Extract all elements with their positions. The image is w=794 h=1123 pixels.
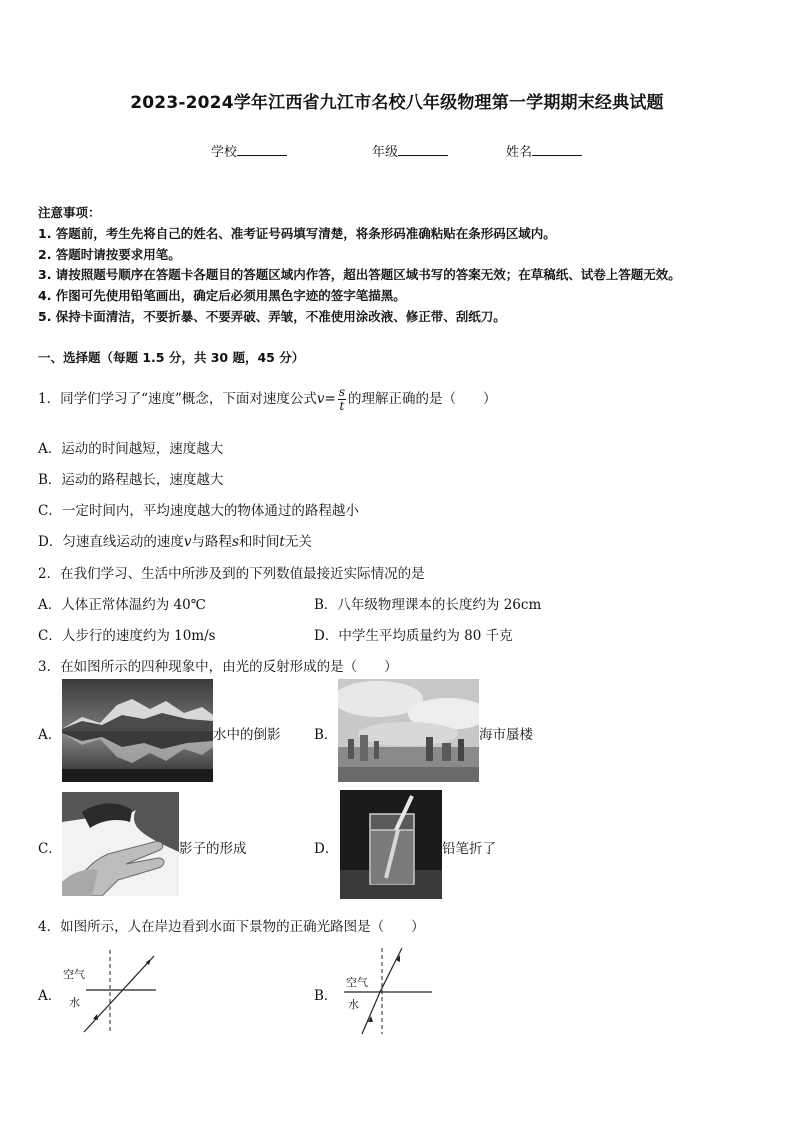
name-field — [506, 141, 582, 160]
q1-d-text: 无关 — [284, 534, 312, 550]
question-1-stem — [38, 386, 497, 413]
grade-label: 年级 — [372, 145, 399, 160]
q1-d-text: 与路程 — [191, 534, 232, 550]
q1-d-text: D．匀速直线运动的速度 — [38, 534, 184, 550]
q1-formula-fraction — [338, 386, 346, 413]
mountain-reflection-photo — [62, 679, 213, 782]
q1-d-var-s: s — [231, 534, 239, 550]
light-path-diagram-b — [340, 944, 436, 1036]
q3-option-b-letter: B． — [314, 727, 338, 743]
q3-option-a-caption: 水中的倒影 — [213, 727, 281, 743]
question-4-stem: 4．如图所示，人在岸边看到水面下景物的正确光路图是（ ） — [38, 919, 425, 935]
hand-shadow-photo — [62, 792, 179, 896]
question-2-stem: 2．在我们学习、生活中所涉及到的下列数值最接近实际情况的是 — [38, 566, 425, 582]
q1-option-a: A．运动的时间越短，速度越大 — [38, 441, 224, 457]
light-path-diagram-a — [58, 946, 158, 1036]
q1-option-c: C．一定时间内，平均速度越大的物体通过的路程越小 — [38, 503, 359, 519]
note-item: 5. 保持卡面清洁，不要折暴、不要弄破、弄皱，不准使用涂改液、修正带、刮纸刀。 — [38, 309, 506, 324]
q1-d-var-v: v — [183, 534, 192, 550]
q1-d-var-t: t — [279, 534, 285, 550]
q2-option-d: D．中学生平均质量约为 80 千克 — [314, 628, 513, 644]
q1-option-b: B．运动的路程越长，速度越大 — [38, 472, 224, 488]
q3-option-d-letter: D． — [314, 841, 339, 857]
water-label: 水 — [69, 996, 80, 1009]
school-label: 学校 — [211, 145, 238, 160]
water-label: 水 — [348, 998, 359, 1011]
q4-option-b-letter: B． — [314, 988, 338, 1004]
air-label: 空气 — [346, 976, 368, 989]
q1-stem-before: 1．同学们学习了“速度”概念，下面对速度公式 — [38, 391, 317, 407]
question-3-stem: 3．在如图所示的四种现象中，由光的反射形成的是（ ） — [38, 659, 398, 675]
q2-option-c: C．人步行的速度约为 10m/s — [38, 628, 216, 644]
q1-option-d — [38, 530, 312, 550]
q3-option-c-caption: 影子的形成 — [179, 841, 247, 857]
q3-option-d-caption: 铅笔折了 — [442, 841, 496, 857]
q4-option-a-letter: A． — [38, 988, 62, 1004]
q3-option-a-letter: A． — [38, 727, 62, 743]
page-title: 2023-2024学年江西省九江市名校八年级物理第一学期期末经典试题 — [130, 93, 664, 113]
q3-option-c-letter: C． — [38, 841, 62, 857]
grade-field — [372, 141, 448, 160]
q2-option-a: A．人体正常体温约为 40℃ — [38, 597, 206, 613]
mirage-photo — [338, 679, 479, 782]
q1-stem-after: 的理解正确的是（ ） — [348, 391, 497, 407]
q1-formula-lhs: v= — [316, 391, 336, 407]
note-item: 1. 答题前，考生先将自己的姓名、准考证号码填写清楚，将条形码准确粘贴在条形码区域内。 — [38, 226, 556, 241]
bent-pencil-photo — [340, 790, 442, 899]
q2-option-b: B．八年级物理课本的长度约为 26cm — [314, 597, 542, 613]
name-label: 姓名 — [506, 145, 533, 160]
note-item: 2. 答题时请按要求用笔。 — [38, 247, 181, 262]
name-blank — [532, 143, 582, 156]
air-label: 空气 — [63, 968, 85, 981]
q1-d-text: 和时间 — [238, 534, 280, 550]
school-blank — [237, 143, 287, 156]
note-item: 3. 请按照题号顺序在答题卡各题目的答题区域内作答，超出答题区域书写的答案无效；在草稿纸、试卷上答题无效。 — [38, 267, 681, 282]
q1-formula-num: s — [338, 385, 346, 399]
grade-blank — [398, 143, 448, 156]
school-field — [211, 141, 287, 160]
q1-formula-den: t — [339, 399, 345, 413]
section-heading: 一、选择题（每题 1.5 分，共 30 题，45 分） — [38, 350, 305, 365]
notes-heading: 注意事项： — [38, 205, 101, 220]
q3-option-b-caption: 海市蜃楼 — [479, 727, 533, 743]
note-item: 4. 作图可先使用铅笔画出，确定后必须用黑色字迹的签字笔描黑。 — [38, 288, 406, 303]
